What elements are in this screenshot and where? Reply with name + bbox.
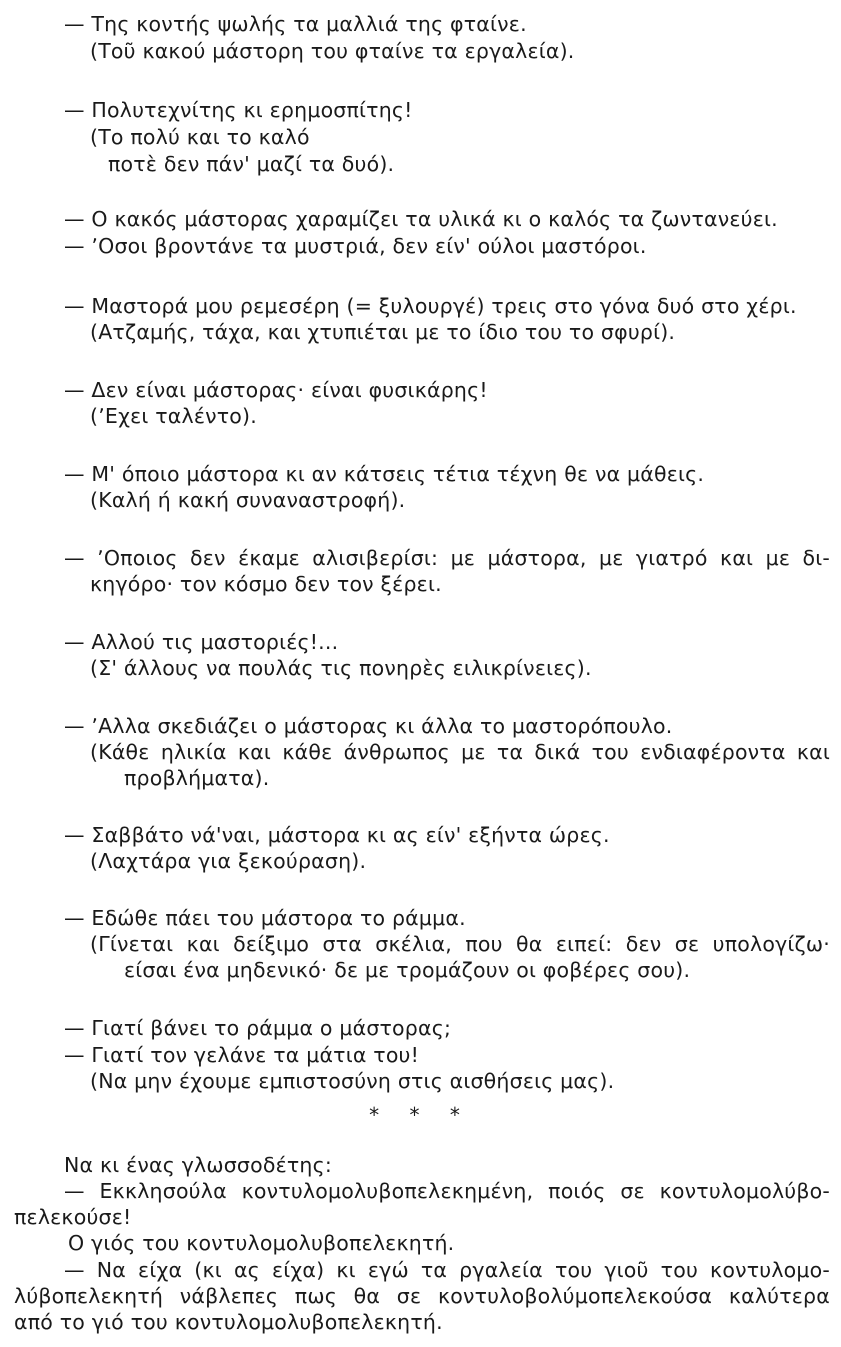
proverb-explanation: (Κάθε ηλικία και κάθε άνθρωπος με τα δικά του ενδιαφέροντα και <box>90 740 830 764</box>
proverb-line: — Μ' όποιο μάστορα κι αν κάτσεις τέτια τέχνη θε να μάθεις. <box>64 462 705 486</box>
proverb-line: — Μαστορά μου ρεμεσέρη (= ξυλουργέ) τρεις στο γόνα δυό στο χέρι. <box>64 294 797 318</box>
proverb-line: — Της κοντής ψωλής τα μαλλιά της φταίνε. <box>64 12 527 36</box>
proverb-explanation: (Να μην έχουμε εμπιστοσύνη στις αισθήσεις μας). <box>90 1069 615 1093</box>
proverb-line: — ʼΑλλα σκεδιάζει ο μάστορας κι άλλα το μαστορόπουλο. <box>64 714 673 738</box>
proverb-line: — ʼΟσοι βροντάνε τα μυστριά, δεν είν' ούλοι μαστόροι. <box>64 234 647 258</box>
paragraph-line: — Εκκλησούλα κοντυλομολυβοπελεκημένη, ποιός σε κοντυλομολύβο- <box>64 1179 830 1203</box>
paragraph-line: λύβοπελεκητή νάβλεπες πως θα σε κοντυλοβολύμοπελεκούσα καλύτερα <box>14 1284 830 1308</box>
proverb-line: κηγόρο· τον κόσμο δεν τον ξέρει. <box>90 572 442 596</box>
proverb-line: — Ο κακός μάστορας χαραμίζει τα υλικά κι ο καλός τα ζωντανεύει. <box>64 207 778 231</box>
proverb-line: — Αλλού τις μαστοριές!... <box>64 630 339 654</box>
proverb-explanation: (Τοῦ κακού μάστορη του φταίνε τα εργαλεία). <box>90 39 575 63</box>
proverb-explanation: (Καλή ή κακή συναναστροφή). <box>90 488 406 512</box>
paragraph-line: — Να είχα (κι ας είχα) κι εγώ τα ργαλεία του γιοῦ του κοντυλομο- <box>64 1258 830 1282</box>
paragraph-line: πελεκούσε! <box>14 1205 132 1229</box>
paragraph-line: από το γιό του κοντυλομολυβοπελεκητή. <box>14 1310 443 1334</box>
proverb-explanation: προβλήματα). <box>124 766 270 790</box>
paragraph-line: Ο γιός του κοντυλομολυβοπελεκητή. <box>68 1231 455 1255</box>
proverb-explanation: (Το πολύ και το καλό <box>90 125 310 149</box>
section-separator: * * * <box>369 1103 472 1127</box>
paragraph-line: Να κι ένας γλωσσοδέτης: <box>64 1153 332 1177</box>
proverb-explanation: (ʼΕχει ταλέντο). <box>90 404 257 428</box>
proverb-line: — Εδώθε πάει του μάστορα το ράμμα. <box>64 906 466 930</box>
proverb-explanation: (Γίνεται και δείξιμο στα σκέλια, που θα ειπεί: δεν σε υπολογίζω· <box>90 932 830 956</box>
proverb-line: — Δεν είναι μάστορας· είναι φυσικάρης! <box>64 378 488 402</box>
proverb-explanation: είσαι ένα μηδενικό· δε με τρομάζουν οι φοβέρες σου). <box>124 958 691 982</box>
proverb-line: — Σαββάτο νά'ναι, μάστορα κι ας είν' εξήντα ώρες. <box>64 823 610 847</box>
proverb-line: — Πολυτεχνίτης κι ερημοσπίτης! <box>64 98 413 122</box>
proverb-line: — Γιατί τον γελάνε τα μάτια του! <box>64 1043 420 1067</box>
proverb-explanation: ποτὲ δεν πάν' μαζί τα δυό). <box>108 152 395 176</box>
proverb-explanation: (Λαχτάρα για ξεκούραση). <box>90 849 367 873</box>
proverb-explanation: (Ατζαμής, τάχα, και χτυπιέται με το ίδιο του το σφυρί). <box>90 320 676 344</box>
proverb-explanation: (Σ' άλλους να πουλάς τις πονηρὲς ειλικρίνειες). <box>90 656 592 680</box>
proverb-line: — Γιατί βάνει το ράμμα ο μάστορας; <box>64 1016 452 1040</box>
proverb-line: — ʼΟποιος δεν έκαμε αλισιβερίσι: με μάστορα, με γιατρό και με δι- <box>64 546 830 570</box>
